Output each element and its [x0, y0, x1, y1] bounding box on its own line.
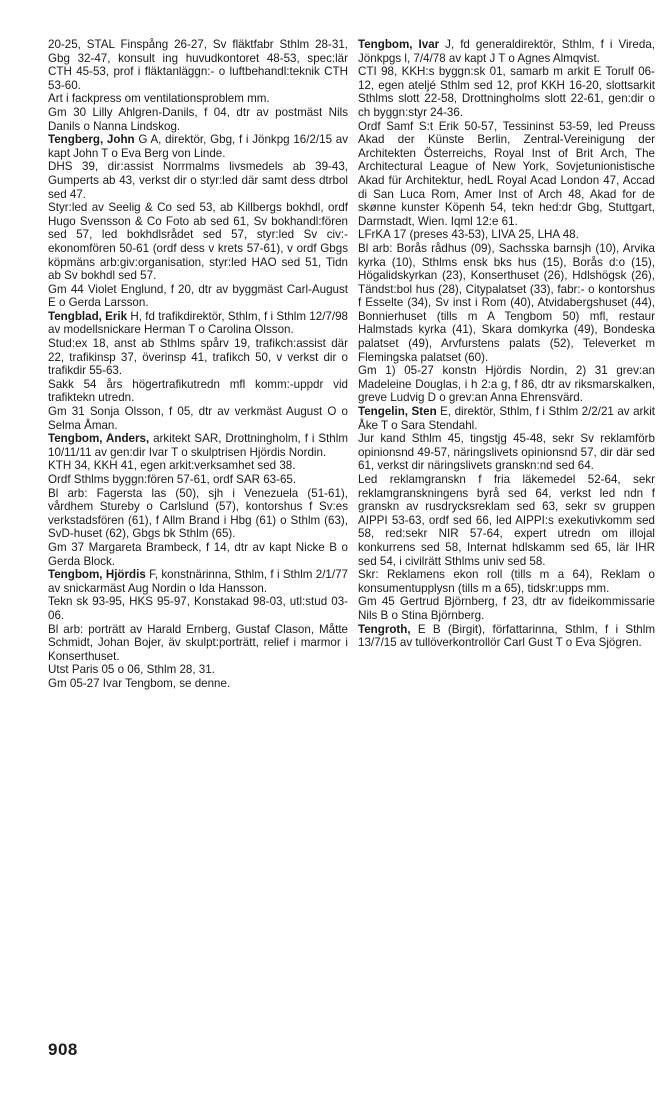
page-number: 908: [48, 1040, 78, 1059]
entry-paragraph: [48, 595, 348, 622]
entry-text: Gm 45 Gertrud Björnberg, f 23, dtr av fideikommissarie Nils B o Stina Björnberg.: [358, 595, 655, 622]
entry-text: Bl arb: porträtt av Harald Ernberg, Gustaf Clason, Måtte Schmidt, Johan Bojer, äv skulpt:porträtt, relief i marmor i Konserthuset.: [48, 622, 348, 663]
entry-text: E B (Birgit), författarinna, Sthlm, f i Sthlm 13/7/15 av tullöverkontrollör Carl Gust T o Eva Sjögren.: [358, 622, 655, 650]
entry-paragraph: [48, 459, 348, 473]
entry-paragraph: [358, 568, 655, 595]
entry-heading-paragraph: [358, 38, 655, 65]
entry-paragraph: [48, 405, 348, 432]
entry-name: Tengbom, Ivar: [358, 38, 440, 51]
entry-paragraph: [48, 201, 348, 283]
entry-text: arkitekt SAR, Drottningholm, f i Sthlm 10/11/11 av gen:dir Ivar T o skulptrisen Hjördis Nordin.: [48, 432, 348, 459]
entry-paragraph: [48, 473, 348, 487]
entry-text: Stud:ex 18, anst ab Sthlms spårv 19, trafikch:assist där 22, trafikinsp 37, överinsp 41, trafikch 50, v verkst dir o trafikdir 55-63.: [48, 337, 348, 378]
entry-paragraph: [358, 473, 655, 568]
entry-paragraph: [358, 364, 655, 405]
entry-text: Art i fackpress om ventilationsproblem mm.: [48, 92, 270, 106]
entry-text: Gm 05-27 Ivar Tengbom, se denne.: [48, 676, 231, 690]
entry-text: Gm 31 Sonja Olsson, f 05, dtr av verkmäst August O o Selma Åman.: [48, 405, 348, 432]
entry-paragraph: [48, 663, 348, 677]
entry-text: Led reklamgranskn f fria läkemedel 52-64, sekr reklamgranskningens byrå sed 64, verkst led ndn f granskn av rusdrycksreklam sed 63, sekr sv gruppen AIPPI 53-63, ordf sed 66, led AIPPI:s exekutivkomm sed 58, red:sekr NIR 57-64, expert utredn om illojal konkurrens sed 58, Internat hdlskamm sed 65, lär IHR sed 54, i civilrätt Sthlms univ sed 58.: [358, 473, 655, 568]
entry-name: Tengblad, Erik: [48, 309, 128, 323]
entry-text: Sakk 54 års högertrafikutredn mfl komm:-uppdr vid trafiktekn utredn.: [48, 377, 348, 405]
entry-text: Bl arb: Fagersta las (50), sjh i Venezuela (51-61), vårdhem Stureby o Carlslund (57), kontorshus f Sv:es verkstadsfören (61), f Allm Brand i Hbg (61) o Sthlm (63), SvD-huset (62), Gbgs bk Sthlm (65).: [48, 486, 348, 541]
entry-paragraph: [358, 595, 655, 622]
entry-paragraph: [358, 120, 655, 229]
entry-heading-paragraph: [358, 405, 655, 432]
entry-text: H, fd trafikdirektör, Sthlm, f i Sthlm 12/7/98 av modellsnickare Herman T o Carolina Olsson.: [48, 309, 348, 337]
entry-paragraph: [48, 283, 348, 310]
entry-text: Gm 30 Lilly Ahlgren-Danils, f 04, dtr av postmäst Nils Danils o Nanna Lindskog.: [48, 105, 348, 133]
entry-paragraph: [48, 623, 348, 664]
entry-name: Tengelin, Sten: [358, 405, 437, 419]
entry-paragraph: [48, 106, 348, 133]
entry-text: Utst Paris 05 o 06, Sthlm 28, 31.: [48, 663, 215, 677]
entry-paragraph: [358, 228, 655, 242]
entry-paragraph: [48, 677, 348, 691]
entry-heading-paragraph: [48, 310, 348, 337]
entry-heading-paragraph: [48, 133, 348, 160]
entry-text: DHS 39, dir:assist Norrmalms livsmedels ab 39-43, Gumperts ab 43, verkst dir o styr:led där samt dess dtrbol sed 47.: [48, 160, 348, 201]
entry-text: Skr: Reklamens ekon roll (tills m a 64), Reklam o konsumentupplysn (tills m a 65), tidskr:upps mm.: [358, 568, 655, 595]
entry-paragraph: [48, 487, 348, 541]
entry-paragraph: [48, 38, 348, 92]
entry-text: F, konstnärinna, Sthlm, f i Sthlm 2/1/77 av snickarmäst Aug Nordin o Ida Hansson.: [48, 568, 348, 595]
entry-text: Gm 1) 05-27 konstn Hjördis Nordin, 2) 31 grev:an Madeleine Douglas, i h 2:a g, f 86, dtr av riksmarskalken, greve Ludvig D o grev:an Anna Ehrensvärd.: [358, 364, 655, 405]
entry-text: LFrKA 17 (preses 43-53), LIVA 25, LHA 48.: [358, 228, 579, 242]
entry-heading-paragraph: [48, 432, 348, 459]
entry-name: Tengbom, Anders,: [48, 432, 150, 446]
entry-name: Tengroth,: [358, 622, 411, 636]
right-column: [358, 38, 655, 650]
entry-text: CTI 98, KKH:s byggn:sk 01, samarb m arkit E Torulf 06-12, egen ateljé Sthlm sed 12, prof KKH 16-20, slottsarkit Sthlms slott 22-58, Drottningholms slott 22-61, gen:dir o ch byggn:styr 24-36.: [358, 65, 655, 119]
entry-text: Tekn sk 93-95, HKS 95-97, Konstakad 98-03, utl:stud 03-06.: [48, 595, 348, 622]
entry-text: Jur kand Sthlm 45, tingstjg 45-48, sekr Sv reklamförb opinionsnd 49-57, näringslivets opinionsnd 57, dir där sed 61, verkst dir näringslivets granskn:nd sed 64.: [358, 432, 655, 473]
entry-text: Ordf Samf S:t Erik 50-57, Tessininst 53-59, led Preuss Akad der Künste Berlin, Zentral-Vereinigung der Architekten Österreichs, Royal Inst of Brit Arch, The Architectural League of New York, Sovjetunionistische Akad für Architektur, hedL Royal Acad London 47, Accad di San Luca Rom, Amer Inst of Arch 48, Akad for de skønne kunster Köpenh 54, tekn hed:dr Gbg, Stuttgart, Darmstadt, Wien. Iqml 12:e 61.: [358, 119, 655, 228]
entry-text: G A, direktör, Gbg, f i Jönkpg 16/2/15 av kapt John T o Eva Berg von Linde.: [48, 133, 348, 160]
entry-paragraph: [48, 337, 348, 378]
entry-name: Tengbom, Hjördis: [48, 568, 146, 582]
entry-paragraph: [48, 541, 348, 568]
entry-text: Styr:led av Seelig & Co sed 53, ab Killbergs bokhdl, ordf Hugo Svensson & Co Foto ab sed 61, Sv bokhandl:fören sed 57, led bokhdlsrådet sed 57, styr:led Sv civ:-ekonomfören 50-61 (ordf dess v krets 57-61), v ordf Gbgs köpmäns arb:giv:organisation, styr:led HAO sed 51, Tidn ab Sv bokhdl sed 57.: [48, 201, 348, 283]
entry-text: KTH 34, KKH 41, egen arkit:verksamhet sed 38.: [48, 459, 296, 473]
entry-paragraph: [48, 160, 348, 201]
entry-paragraph: [358, 242, 655, 364]
entry-name: Tengberg, John: [48, 133, 135, 147]
left-column: [48, 38, 348, 691]
entry-text: J, fd generaldirektör, Sthlm, f i Vireda, Jönkpgs l, 7/4/78 av kapt J T o Agnes Almqvist.: [358, 38, 655, 65]
entry-paragraph: [358, 65, 655, 119]
entry-text: 20-25, STAL Finspång 26-27, Sv fläktfabr Sthlm 28-31, Gbg 32-47, konsult ing huvudkontoret 48-53, spec:lär CTH 45-53, prof i fläktanläggn:- o luftbehandl:teknik CTH 53-60.: [48, 38, 348, 92]
entry-paragraph: [358, 432, 655, 473]
entry-text: Gm 37 Margareta Brambeck, f 14, dtr av kapt Nicke B o Gerda Block.: [48, 540, 348, 568]
entry-text: Bl arb: Borås rådhus (09), Sachsska barnsjh (10), Arvika kyrka (10), Sthlms ensk bks hus (15), Borås d:o (15), Högalidskyrkan (23), Konserthuset (26), Hdlshögsk (26), Tändst:bol hus (28), Citypalatset (33), fabr:- o kontorshus f Esselte (34), Sv inst i Rom (40), Atvidabergshuset (44), Bonnierhuset (tills m A Tengbom 50) mfl, restaur Halmstads kyrka (41), Skara domkyrka (49), Bondeska palatset (49), Arvfurstens palats (52), Televerket m Flemingska palatset (60).: [358, 241, 655, 364]
entry-heading-paragraph: [358, 623, 655, 650]
entry-paragraph: [48, 92, 348, 106]
entry-paragraph: [48, 378, 348, 405]
entry-text: E, direktör, Sthlm, f i Sthlm 2/2/21 av arkit Åke T o Sara Stendahl.: [358, 405, 655, 432]
entry-heading-paragraph: [48, 568, 348, 595]
entry-text: Gm 44 Violet Englund, f 20, dtr av byggmäst Carl-August E o Gerda Larsson.: [48, 282, 348, 310]
entry-text: Ordf Sthlms byggn:fören 57-61, ordf SAR 63-65.: [48, 473, 297, 486]
